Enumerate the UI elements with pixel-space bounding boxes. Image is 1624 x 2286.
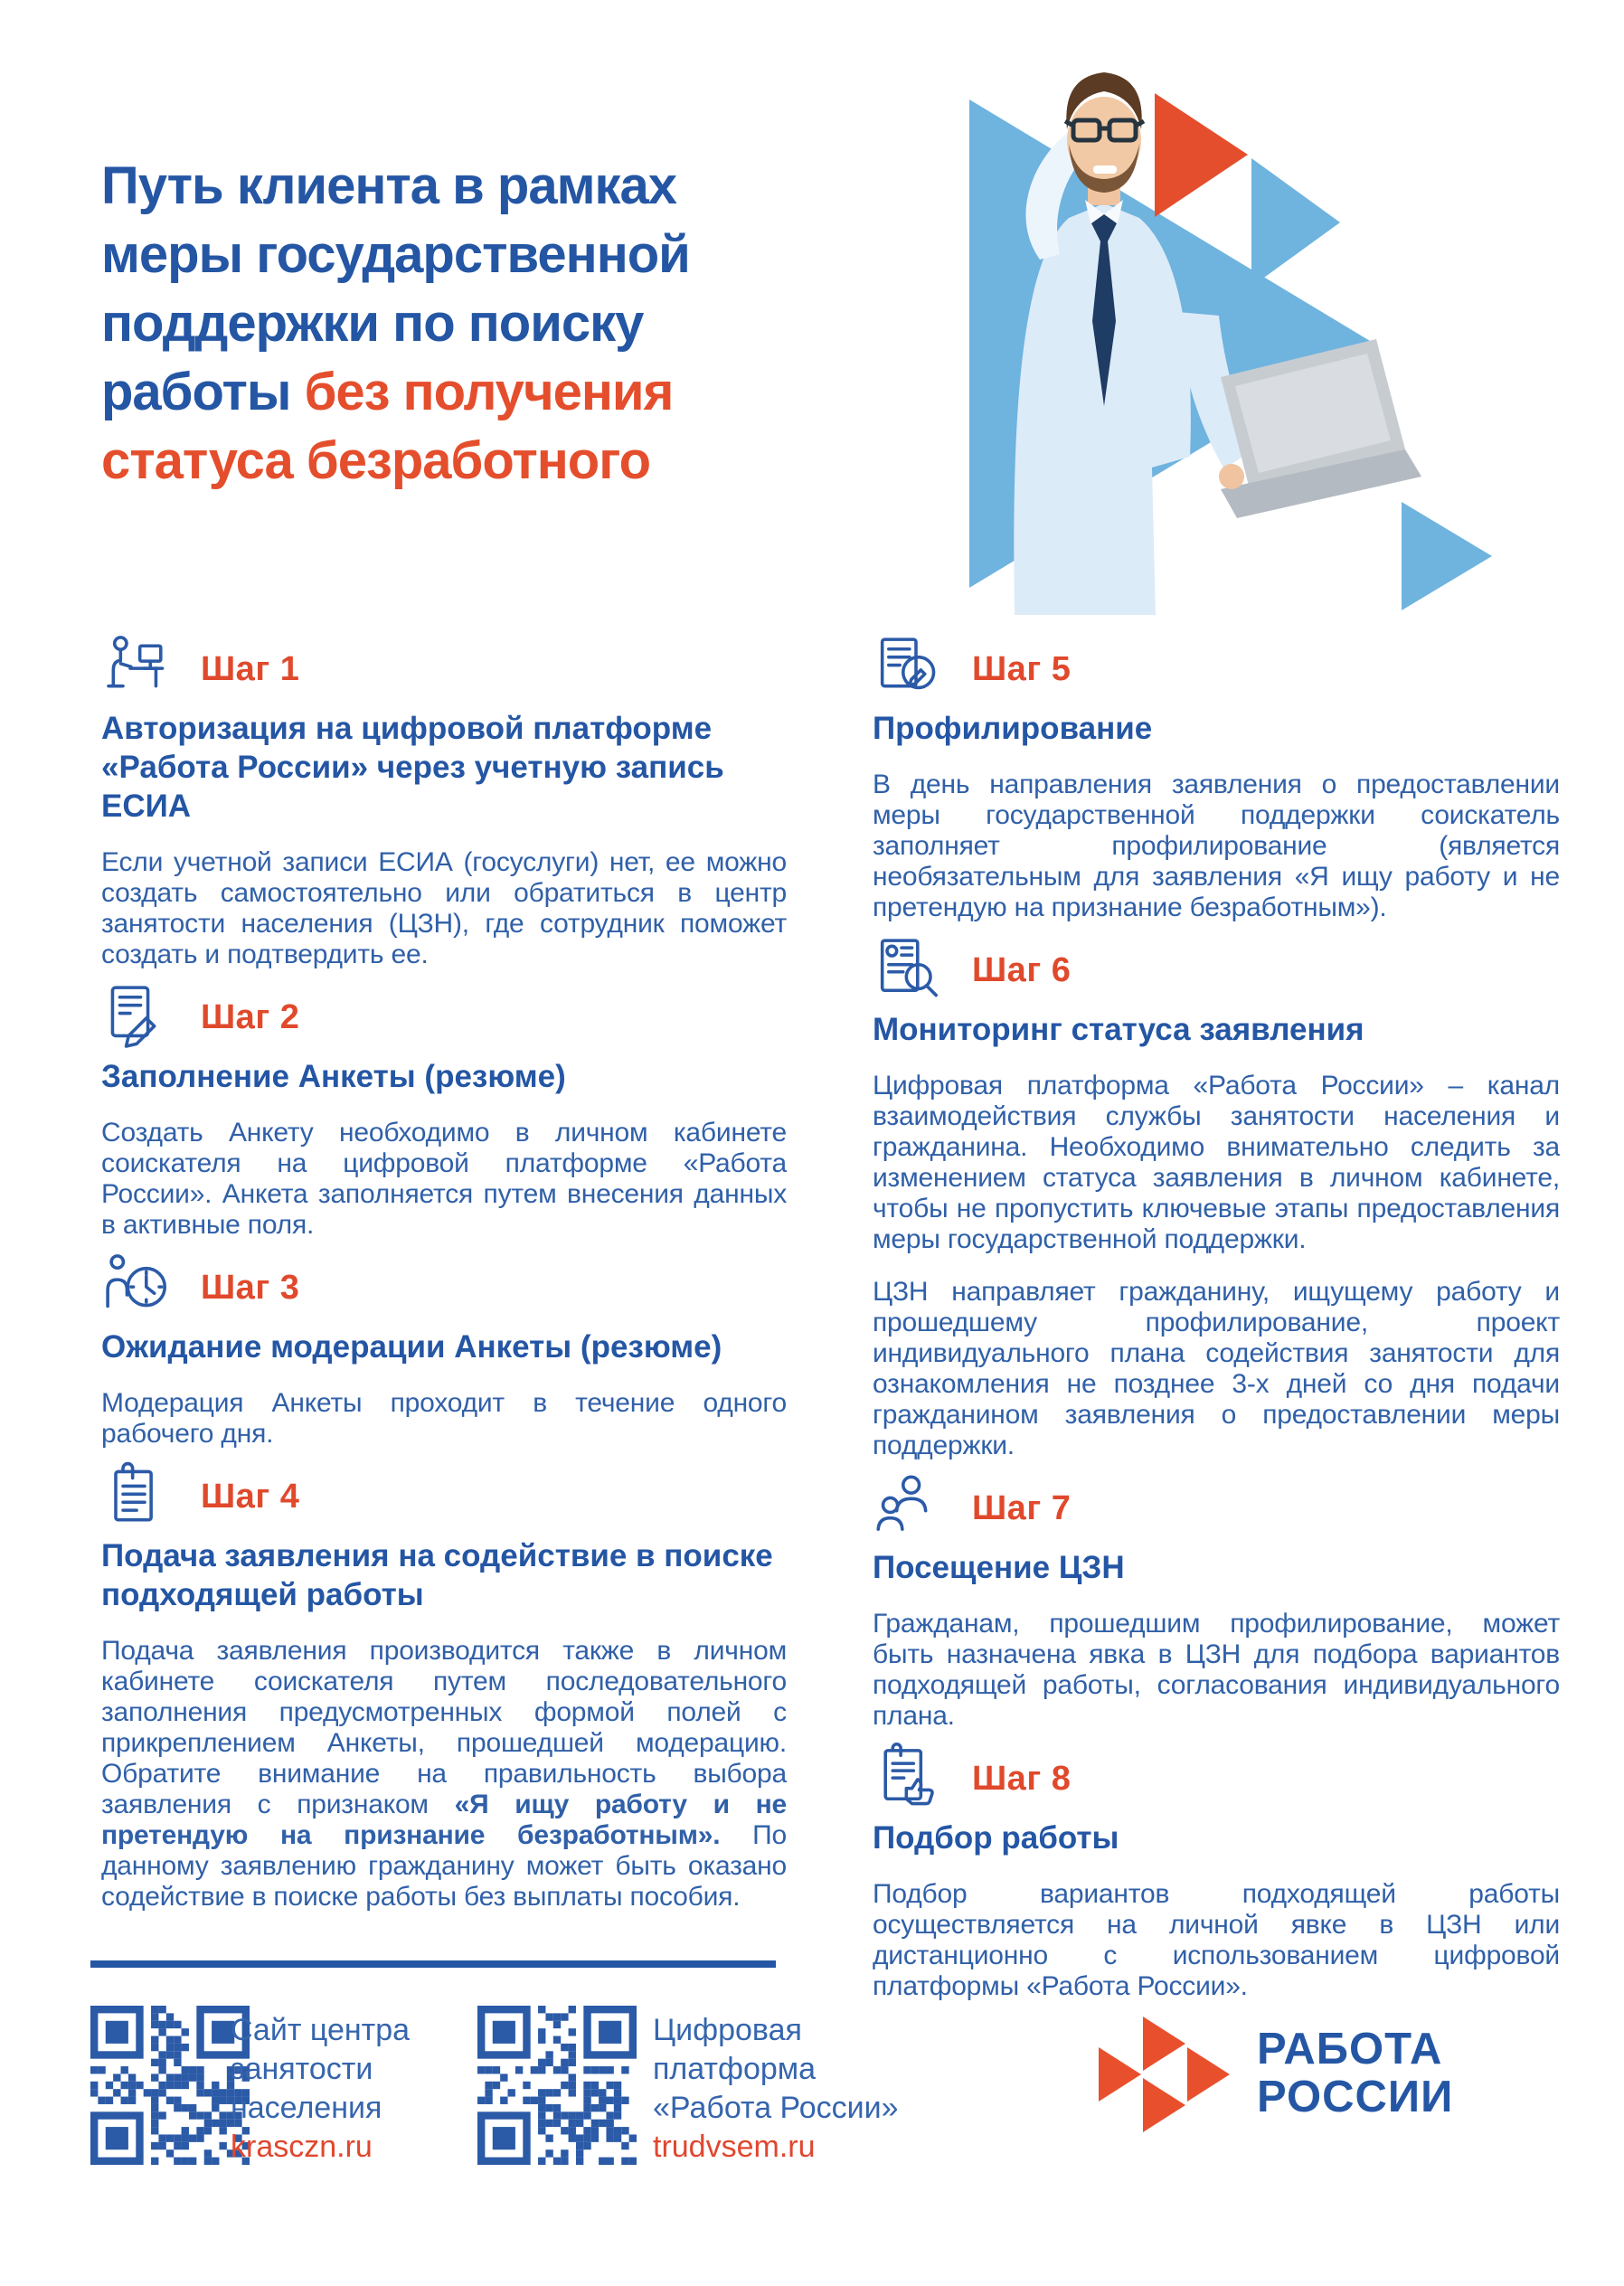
person-at-computer-icon bbox=[101, 633, 174, 705]
steps-column-left bbox=[101, 631, 787, 1922]
bottom-blue-triangle bbox=[1402, 502, 1492, 610]
form-pen-icon bbox=[101, 981, 174, 1053]
step-3 bbox=[101, 1250, 787, 1450]
step-4 bbox=[101, 1459, 787, 1913]
step-body: Гражданам, прошедшим профилирование, может быть назначена явка в ЦЗН для подбора вариантов подходящей работы, согласования индивидуального плана. bbox=[873, 1609, 1560, 1731]
step-6 bbox=[873, 932, 1560, 1461]
document-pencil-icon bbox=[873, 633, 945, 705]
krasczn-link[interactable]: krasczn.ru bbox=[231, 2130, 373, 2164]
step-label: Шаг 5 bbox=[972, 649, 1072, 688]
step-body: ЦЗН направляет гражданину, ищущему работу и прошедшему профилирование, проект индивидуального плана содействия занятости для ознакомления не позднее 3-х дней со дня подачи гражданином заявления о предоставлении меры поддержки. bbox=[873, 1277, 1560, 1460]
qr-label-line: «Работа России» bbox=[653, 2091, 899, 2125]
title-line: меры государственной bbox=[101, 225, 690, 284]
hero-illustration bbox=[949, 23, 1624, 615]
person-clock-icon bbox=[101, 1252, 174, 1324]
step-2-header bbox=[101, 979, 787, 1055]
step-5-header bbox=[873, 631, 1560, 707]
title-line bbox=[101, 358, 969, 427]
step-body-text: По данному заявлению гражданину может быть оказано содействие в поиске работы без выплаты пособия. bbox=[101, 1820, 788, 1912]
step-heading: Профилирование bbox=[873, 711, 1153, 746]
qr-label-line: населения bbox=[231, 2091, 382, 2125]
step-label: Шаг 3 bbox=[201, 1268, 300, 1307]
right-blue-triangle bbox=[1251, 158, 1340, 287]
step-heading: Подбор работы bbox=[873, 1820, 1119, 1856]
clipboard-list-icon bbox=[101, 1460, 174, 1533]
step-heading: Заполнение Анкеты (резюме) bbox=[101, 1059, 566, 1094]
poster-title bbox=[101, 152, 969, 496]
title-line: статуса безработного bbox=[101, 431, 651, 490]
title-line-blue-part: работы bbox=[101, 363, 291, 421]
qr-label-line: Цифровая bbox=[653, 2013, 802, 2047]
step-7 bbox=[873, 1470, 1560, 1732]
qr-label-line: занятости bbox=[231, 2052, 373, 2086]
qr-code-image bbox=[477, 2006, 637, 2165]
title-line: Путь клиента в рамках bbox=[101, 156, 677, 215]
step-body-text: Подача заявления производится также в личном кабинете соискателя путем последовательного заполнения предусмотренных формой полей с прикреплением Анкеты, прошедшей модерацию. Обратите внимание на правильность выбора заявления с признаком bbox=[101, 1636, 787, 1819]
step-4-header bbox=[101, 1459, 787, 1535]
step-body bbox=[101, 1636, 787, 1913]
step-body: Модерация Анкеты проходит в течение одного рабочего дня. bbox=[101, 1388, 787, 1449]
step-body: Создать Анкету необходимо в личном кабинете соискателя на цифровой платформе «Работа России». Анкета заполняется путем внесения данных в активные поля. bbox=[101, 1118, 787, 1240]
step-3-header bbox=[101, 1250, 787, 1326]
qr-label-trudvsem bbox=[653, 2011, 899, 2167]
step-2 bbox=[101, 979, 787, 1241]
qr-label-employment-center bbox=[231, 2011, 410, 2167]
step-7-header bbox=[873, 1470, 1560, 1546]
footer-divider bbox=[90, 1960, 776, 1968]
step-6-header bbox=[873, 932, 1560, 1008]
step-8-header bbox=[873, 1741, 1560, 1817]
title-line-orange-part: без получения bbox=[304, 363, 674, 421]
step-label: Шаг 2 bbox=[201, 997, 300, 1036]
logo-text-line: РАБОТА bbox=[1257, 2025, 1443, 2073]
step-heading: Посещение ЦЗН bbox=[873, 1550, 1125, 1585]
hero-photo-collage bbox=[949, 23, 1624, 615]
step-heading: Подача заявления на содействие в поиске подходящей работы bbox=[101, 1538, 773, 1612]
step-heading: Авторизация на цифровой платформе «Работа России» через учетную запись ЕСИА bbox=[101, 711, 724, 824]
steps-column-right bbox=[873, 631, 1560, 2011]
qr-code-image bbox=[90, 2006, 250, 2165]
trudvsem-link[interactable]: trudvsem.ru bbox=[653, 2130, 816, 2164]
qr-label-line: платформа bbox=[653, 2052, 817, 2086]
qr-label-line: Сайт центра bbox=[231, 2013, 411, 2047]
two-people-icon bbox=[873, 1472, 945, 1544]
step-heading: Мониторинг статуса заявления bbox=[873, 1012, 1364, 1047]
rabota-rossii-logo-icon bbox=[1097, 2015, 1232, 2155]
resume-magnifier-icon bbox=[873, 934, 945, 1006]
step-heading: Ожидание модерации Анкеты (резюме) bbox=[101, 1329, 722, 1365]
step-1-header bbox=[101, 631, 787, 707]
step-label: Шаг 7 bbox=[972, 1488, 1072, 1527]
step-label: Шаг 1 bbox=[201, 649, 300, 688]
step-body: Если учетной записи ЕСИА (госуслуги) нет, ее можно создать самостоятельно или обратиться в центр занятости населения (ЦЗН), где сотрудник поможет создать и подтвердить ее. bbox=[101, 847, 787, 969]
step-5 bbox=[873, 631, 1560, 923]
rabota-rossii-logo-text bbox=[1257, 2026, 1453, 2121]
qr-code-employment-center bbox=[90, 2006, 250, 2169]
orange-triangle bbox=[1155, 93, 1248, 217]
step-body-bold: «Я ищу работу и не претендую на признание безработным». bbox=[101, 1790, 788, 1850]
step-label: Шаг 8 bbox=[972, 1759, 1072, 1798]
qr-code-trudvsem bbox=[477, 2006, 637, 2169]
step-label: Шаг 4 bbox=[201, 1477, 300, 1516]
step-body: Подбор вариантов подходящей работы осуществляется на личной явке в ЦЗН или дистанционно с использованием цифровой платформы «Работа России». bbox=[873, 1879, 1560, 2001]
title-line: поддержки по поиску bbox=[101, 294, 644, 353]
logo-text-line: РОССИИ bbox=[1257, 2073, 1454, 2121]
step-body: Цифровая платформа «Работа России» – канал взаимодействия службы занятости населения и гражданина. Необходимо внимательно следить за изменением статуса заявления в личном кабинете, чтобы не пропустить ключевые этапы предоставления меры государственной поддержки. bbox=[873, 1071, 1560, 1254]
step-body: В день направления заявления о предоставлении меры государственной поддержки соискатель заполняет профилирование (является необязательным для заявления «Я ищу работу и не претендую на признание безработным»). bbox=[873, 770, 1560, 922]
step-label: Шаг 6 bbox=[972, 950, 1072, 989]
clipboard-thumbsup-icon bbox=[873, 1743, 945, 1815]
step-8 bbox=[873, 1741, 1560, 2002]
step-1 bbox=[101, 631, 787, 970]
